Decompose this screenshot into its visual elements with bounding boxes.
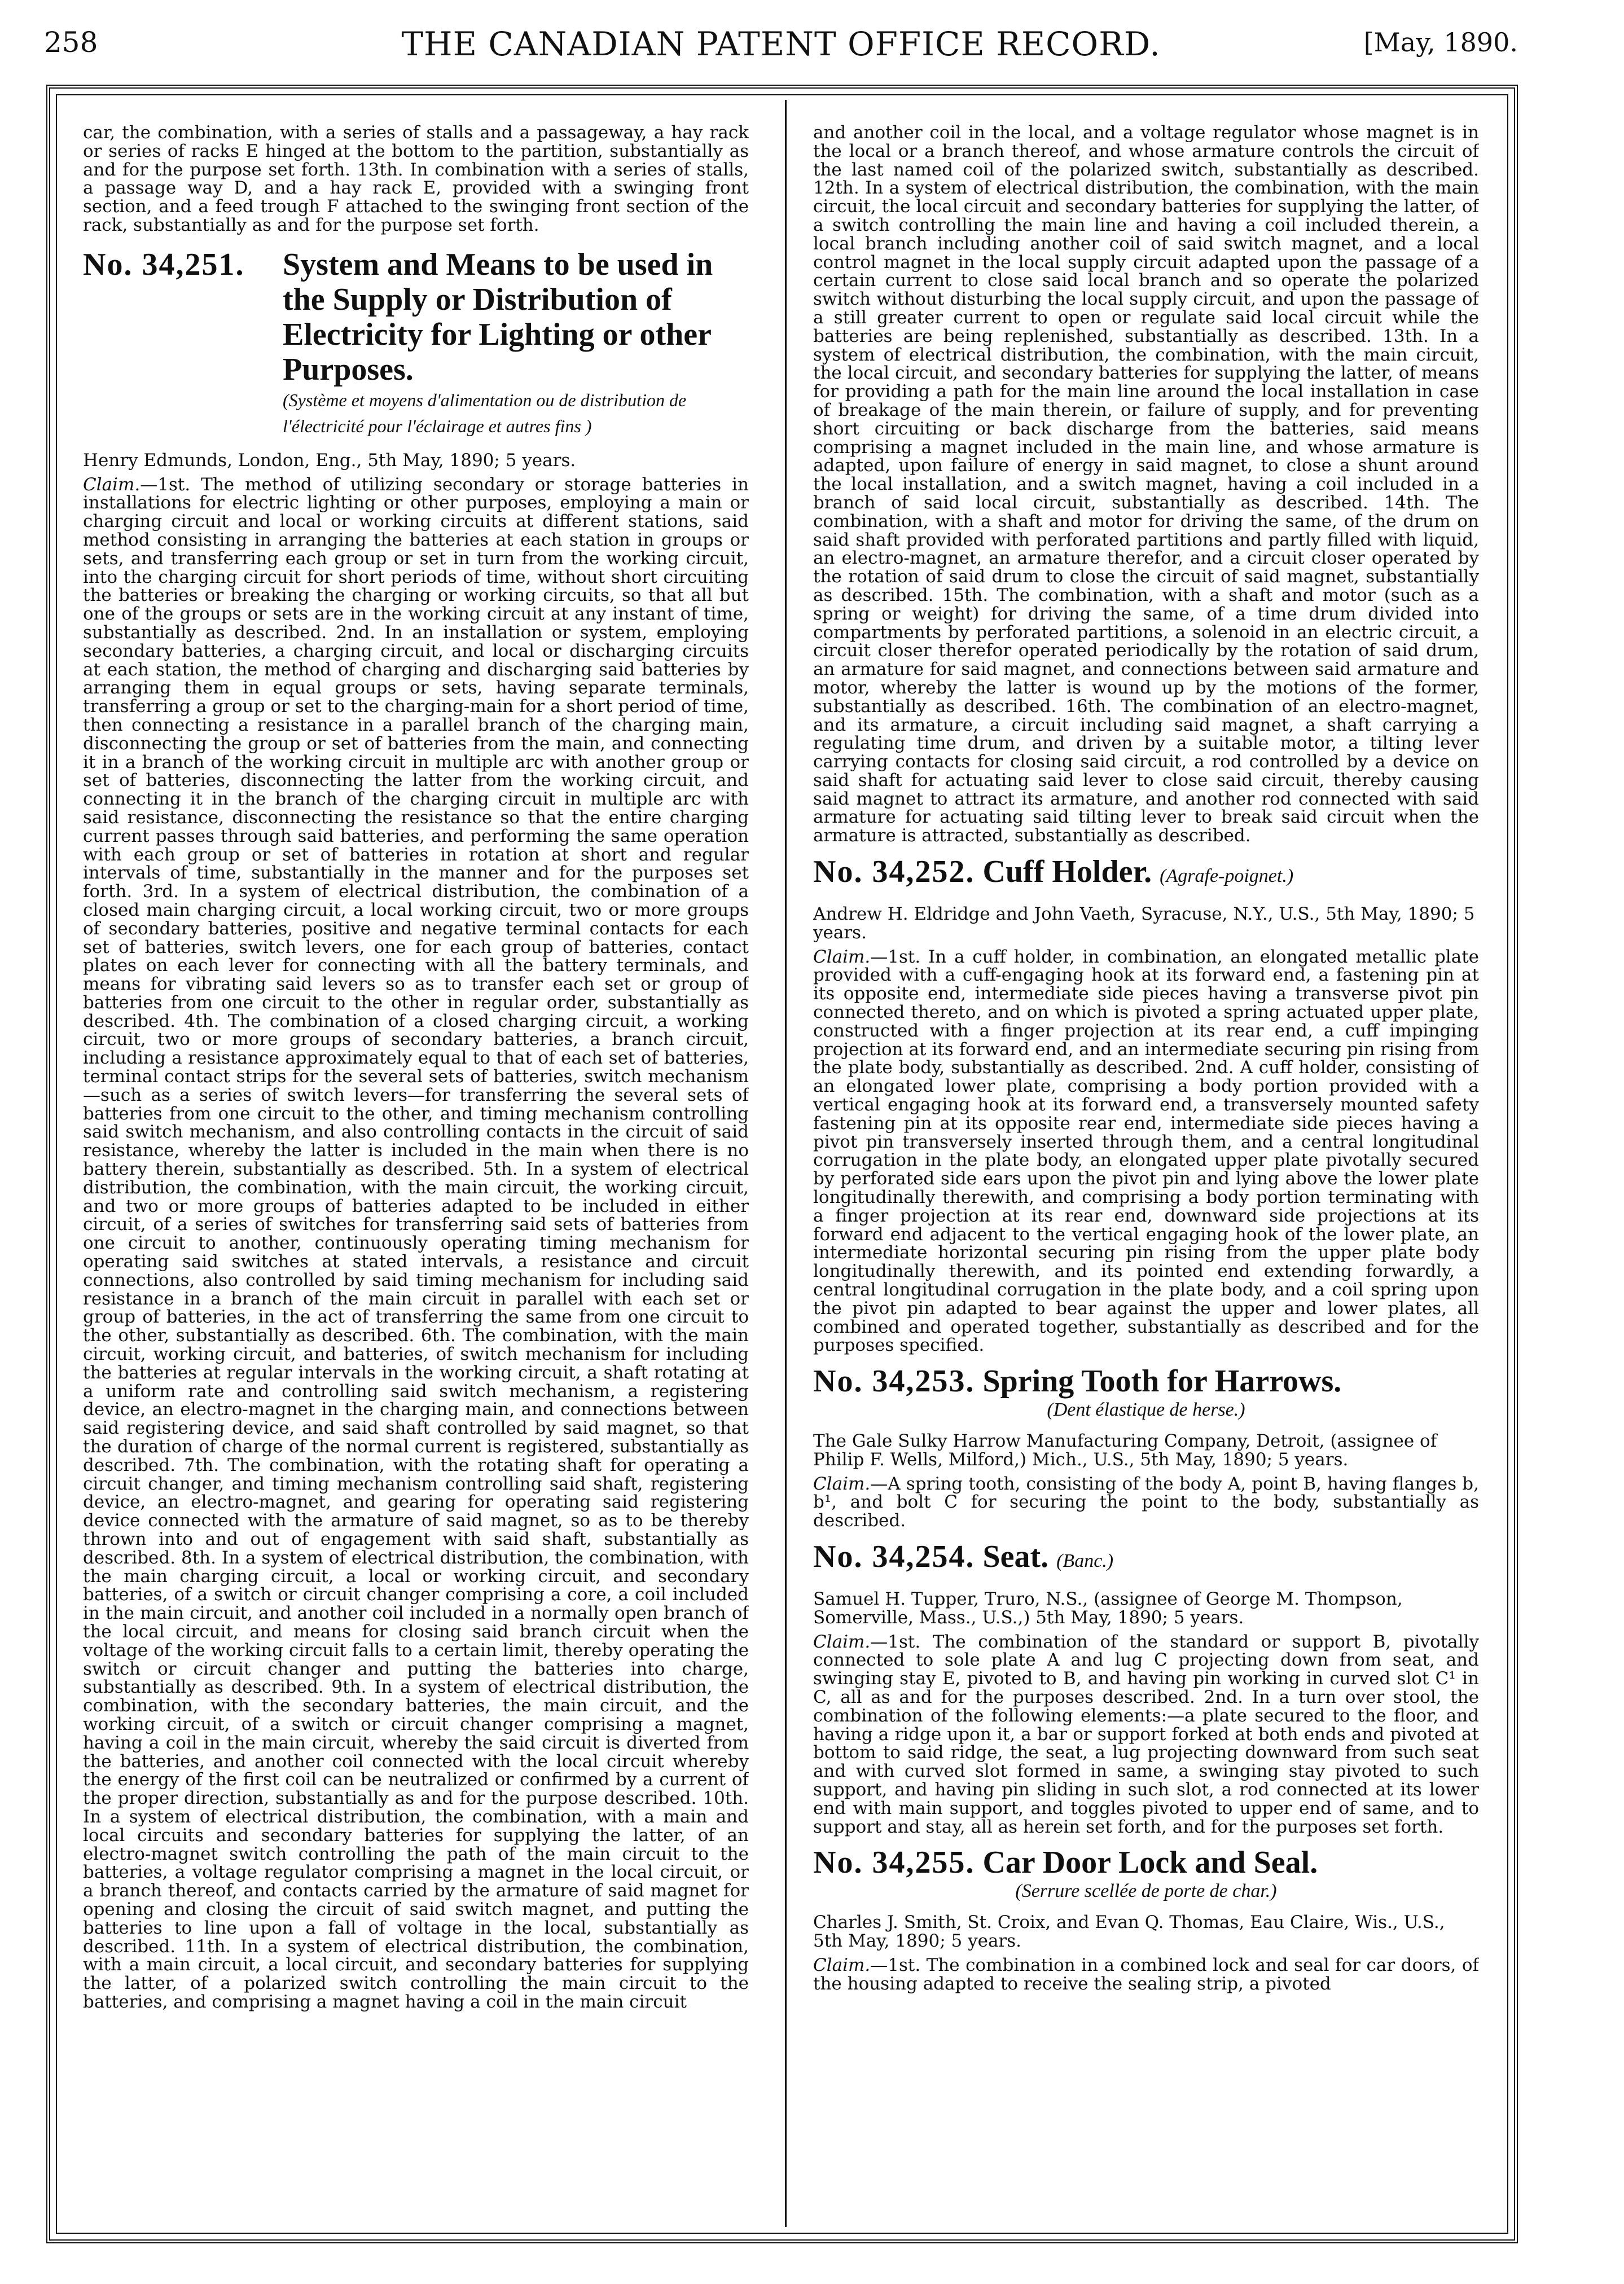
claim-text: —A spring tooth, consisting of the body A, point B, having flanges b, b¹, and bolt C for securing the point to the body, substantially as described. — [813, 1473, 1479, 1531]
entry-title: Cuff Holder. — [982, 854, 1152, 890]
applicant-line: Samuel H. Tupper, Truro, N.S., (assignee of George M. Thompson, Somerville, Mass., U.S.,) 5th May, 1890; 5 years. — [813, 1588, 1403, 1628]
claim-paragraph — [813, 1475, 1479, 1530]
column-divider — [785, 100, 787, 2227]
claim-label: Claim. — [813, 946, 871, 967]
french-title: (Dent élastique de herse.) — [1047, 1399, 1245, 1421]
entry-title: Spring Tooth for Harrows. — [982, 1364, 1342, 1399]
french-title: (Agrafe-poignet.) — [1160, 866, 1294, 887]
applicant-line: Andrew H. Eldridge and John Vaeth, Syracuse, N.Y., U.S., 5th May, 1890; 5 years. — [813, 904, 1475, 943]
french-title: (Banc.) — [1056, 1550, 1114, 1571]
entry-title: System and Means to be used in the Supply or Distribution of Electricity for Lighting or other Purposes. — [283, 247, 713, 387]
entry-number: No. 34,252. — [813, 854, 975, 890]
french-title: (Serrure scellée de porte de char.) — [1015, 1881, 1277, 1902]
entry-number: No. 34,255. — [813, 1845, 975, 1881]
claim-text: —1st. The combination in a combined lock and seal for car doors, of the housing adapted to receive the sealing strip, a pivoted — [813, 1954, 1479, 1994]
claim-paragraph — [813, 1633, 1479, 1837]
claim-text: —1st. The combination of the standard or support B, pivotally connected to sole plate A and lug C projecting down from seat, and swinging stay E, pivoted to B, and having pin working in curved slot C¹ in C, all as and for the purposes described. 2nd. In a turn over stool, the combination of the following elements:—a plate secured to the floor, and having a ridge upon it, a bar or support forked at both ends and pivoted at bottom to said ridge, the seat, a lug projecting downward from such seat and with curved slot formed in same, a swinging stay pivoted to such support, and having pin sliding in such slot, a rod connected at its lower end with main support, and toggles pivoted to upper end of same, and to support and stay, all as herein set forth, and for the purposes set forth. — [813, 1631, 1479, 1837]
page-date: [May, 1890. — [1363, 27, 1518, 58]
page-number: 258 — [44, 26, 98, 59]
entry-heading-34254 — [813, 1540, 1479, 1578]
french-title: (Système et moyens d'alimentation ou de distribution de l'électricité pour l'éclairage et autres fins ) — [283, 389, 687, 436]
applicant-line: Henry Edmunds, London, Eng., 5th May, 1890; 5 years. — [83, 450, 576, 471]
entry-title: Seat. — [982, 1539, 1049, 1574]
claim-label: Claim. — [813, 1631, 871, 1652]
applicant-line: Charles J. Smith, St. Croix, and Evan Q. Thomas, Eau Claire, Wis., U.S., 5th May, 1890; 5 years. — [813, 1912, 1445, 1951]
claim-text: —1st. In a cuff holder, in combination, an elongated metallic plate provided with a cuff-engaging hook at its forward end, a fastening pin at its opposite end, intermediate side pieces having a transverse pivot pin connected thereto, and on which is pivoted a spring actuated upper plate, constructed with a finger projection at its rear end, a cuff impinging projection at its forward end, and an intermediate securing pin rising from the plate body, substantially as described. 2nd. A cuff holder, consisting of an elongated lower plate, comprising a body portion provided with a vertical engaging hook at its forward end, a transversely mounted safety fastening pin at its opposite rear end, intermediate side pieces having a pivot pin transversely inserted through them, and a central longitudinal corrugation in the plate body, an elongated upper plate pivotally secured by perforated side ears upon the pivot pin and lying above the lower plate longitudinally therewith, and comprising a body portion terminating with a finger projection at its rear end, downward side projections at its forward end adjacent to the vertical engaging hook of the lower plate, an intermediate horizontal securing pin rising from the upper plate body longitudinally therewith, and its pointed end extending forwardly, a central longitudinal corrugation in the plate body, and a coil spring upon the pivot pin adapted to bear against the upper and lower plates, all combined and operated together, substantially as described and for the purposes specified. — [813, 946, 1479, 1356]
entry-heading-34252 — [813, 855, 1479, 893]
entry-number: No. 34,254. — [813, 1539, 975, 1574]
entry-heading-34251 — [83, 247, 749, 439]
page-header — [44, 20, 1518, 63]
claim-label: Claim. — [83, 474, 141, 495]
claim-paragraph — [83, 476, 749, 2011]
claim-text: —1st. The method of utilizing secondary or storage batteries in installations for electric lighting or other purposes, employing a main or charging circuit and local or working circuits at different stations, said method consisting in arranging the batteries at each station in groups or sets, and transferring each group or set in turn from the working circuit, into the charging circuit for short periods of time, without short circuiting the batteries or breaking the charging or working circuits, so that all but one of the groups or sets are in the working circuit at any instant of time, substantially as described. 2nd. In an installation or system, employing secondary batteries, a charging circuit, and local or discharging circuits at each station, the method of charging and discharging said batteries by arranging them in equal groups or sets, having separate terminals, transferring a group or set to the charging-main for a short period of time, then connecting a resistance in a parallel branch of the charging main, disconnecting the group or set of batteries from the main, and connecting it in a branch of the working circuit in multiple arc with another group or set of batteries, disconnecting the latter from the working circuit, and connecting it in the branch of the charging circuit in multiple arc with said resistance, disconnecting the resistance so that the entire charging current passes through said batteries, and performing the same operation with each group or set of batteries in rotation at short and regular intervals of time, substantially in the manner and for the purposes set forth. 3rd. In a system of electrical distribution, the combination of a closed main charging circuit, a local working circuit, two or more groups of secondary batteries, positive and negative terminal contacts for each set of batteries, switch levers, one for each group of batteries, contact plates on each lever for connecting with all the battery terminals, and means for vibrating said levers so as to transfer each set or group of batteries from one circuit to the other in regular order, substantially as described. 4th. The combination of a closed charging circuit, a working circuit, two or more groups of secondary batteries, a branch circuit, including a resistance approximately equal to that of each set of batteries, terminal contact strips for the several sets of batteries, switch mechanism—such as a series of switch levers—for transferring the several sets of batteries from one circuit to the other, and timing mechanism controlling said switch mechanism, and also controlling contacts in the circuit of said resistance, whereby the latter is included in the main when there is no battery therein, substantially as described. 5th. In a system of electrical distribution, the combination, with the main circuit, the working circuit, and two or more groups of batteries adapted to be included in either circuit, of a series of switches for transferring said sets of batteries from one circuit to another, continuously operating timing mechanism for operating said switches at stated intervals, a resistance and circuit connections, also controlled by said timing mechanism for including said resistance in a branch of the main circuit in parallel with each set or group of batteries, in the act of transferring the same from one circuit to the other, substantially as described. 6th. The combination, with the main circuit, working circuit, and batteries, of switch mechanism for including the batteries at regular intervals in the working circuit, a shaft rotating at a uniform rate and controlling said switch mechanism, a registering device, an electro-magnet in the charging main, and connections between said registering device, and said shaft controlled by said magnet, so that the duration of charge of the normal current is registered, substantially as described. 7th. The combination, with the rotating shaft for operating a circuit changer, and timing mechanism controlling said shaft, registering device, an electro-magnet, and gearing for operating said registering device connected with the armature of said magnet, so as to be thereby thrown into and out of engagement with said shaft, substantially as described. 8th. In a system of electrical distribution, the combination, with the main charging circuit, a local or working circuit, and secondary batteries, of a switch or circuit changer comprising a core, a coil included in the main circuit, and another coil included in a normally open branch of the local circuit, and means for closing said branch circuit when the voltage of the working circuit falls to a certain limit, thereby operating the switch or circuit changer and putting the batteries into charge, substantially as described. 9th. In a system of electrical distribution, the combination, with the secondary batteries, the main circuit, and the working circuit, of a switch or circuit changer comprising a magnet, having a coil in the main circuit, whereby the said circuit is diverted from the batteries, and another coil connected with the local circuit whereby the energy of the first coil can be neutralized or confirmed by a current of the proper direction, substantially as and for the purpose described. 10th. In a system of electrical distribution, the combination, with a main and local circuits and secondary batteries for supplying the latter, of an electro-magnet switch controlling the path of the main circuit to the batteries, a voltage regulator comprising a magnet in the local circuit, or a branch thereof, and contacts carried by the armature of said magnet for opening and closing the circuit of said switch magnet, and putting the batteries to line upon a fall of voltage in the local, substantially as described. 11th. In a system of electrical distribution, the combination, with a main circuit, a local circuit, and secondary batteries for supplying the latter, of a polarized switch controlling the main circuit to the batteries, and comprising a magnet having a coil in the main circuit — [83, 474, 749, 2012]
entry-title-group — [283, 247, 749, 439]
continuation-text: and another coil in the local, and a voltage regulator whose magnet is in the local or a branch thereof, and whose armature controls the circuit of the last named coil of the polarized switch, substantially as described. 12th. In a system of electrical distribution, the combination, with the main circuit, the local circuit and secondary batteries for supplying the latter, of a switch controlling the main line and having a coil included therein, a local branch including another coil of said switch magnet, and a local control magnet in the local supply circuit adapted upon the passage of a certain current to close said local branch and so operate the polarized switch without disturbing the local supply circuit, and upon the passage of a still greater current to open or regulate said local circuit while the batteries are being replenished, substantially as described. 13th. In a system of electrical distribution, the combination, with the main circuit, the local circuit, and secondary batteries for supplying the latter, of means for providing a path for the main line around the local installation in case of breakage of the main therein, or failure of supply, and for preventing short circuiting or back discharge from the batteries, said means comprising a magnet included in the main line, and whose armature is adapted, upon failure of energy in said magnet, to close a shunt around the local installation, and a switch magnet, having a coil included in a branch of said local circuit, substantially as described. 14th. The combination, with a shaft and motor for driving the same, of the drum on said shaft provided with perforated partitions and partly filled with liquid, an electro-magnet, an armature therefor, and a circuit closer operated by the rotation of said drum to close the circuit of said magnet, substantially as described. 15th. The combination, with a shaft and motor (such as a spring or weight) for driving the same, of a time drum divided into compartments by perforated partitions, a solenoid in an electric circuit, a circuit closer therefor operated periodically by the rotation of said drum, an armature for said magnet, and connections between said armature and motor, whereby the latter is wound up by the motions of the former, substantially as described. 16th. The combination of an electro-magnet, and its armature, a circuit including said magnet, a shaft carrying a regulating time drum, and driven by a suitable motor, a tilting lever carrying contacts for closing said circuit, a rod controlled by a device on said shaft for actuating said lever to close said circuit, thereby causing said magnet to attract its armature, and another rod connected with said armature for actuating said tilting lever to break said circuit when the armature is attracted, substantially as described. — [813, 124, 1479, 846]
claim-paragraph — [813, 948, 1479, 1355]
entry-heading-34253 — [813, 1365, 1479, 1398]
entry-number: No. 34,253. — [813, 1364, 975, 1399]
running-title: THE CANADIAN PATENT OFFICE RECORD. — [401, 25, 1161, 63]
claim-label: Claim. — [813, 1473, 871, 1494]
claim-paragraph — [813, 1956, 1479, 1993]
right-column — [813, 124, 1479, 2222]
page-frame — [46, 85, 1518, 2243]
entry-title: Car Door Lock and Seal. — [982, 1845, 1318, 1881]
claim-label: Claim. — [813, 1954, 871, 1975]
entry-heading-34255 — [813, 1846, 1479, 1879]
entry-number: No. 34,251. — [83, 247, 245, 282]
applicant-line: The Gale Sulky Harrow Manufacturing Company, Detroit, (assignee of Philip F. Wells, Milford,) Mich., U.S., 5th May, 1890; 5 years. — [813, 1431, 1437, 1470]
continuation-text: car, the combination, with a series of stalls and a passageway, a hay rack or series of racks E hinged at the bottom to the partition, substantially as and for the purpose set forth. 13th. In combination with a series of stalls, a passage way D, and a hay rack E, provided with a swinging front section, and a feed trough F attached to the swinging front section of the rack, substantially as and for the purpose set forth. — [83, 124, 749, 235]
left-column — [83, 124, 749, 2222]
